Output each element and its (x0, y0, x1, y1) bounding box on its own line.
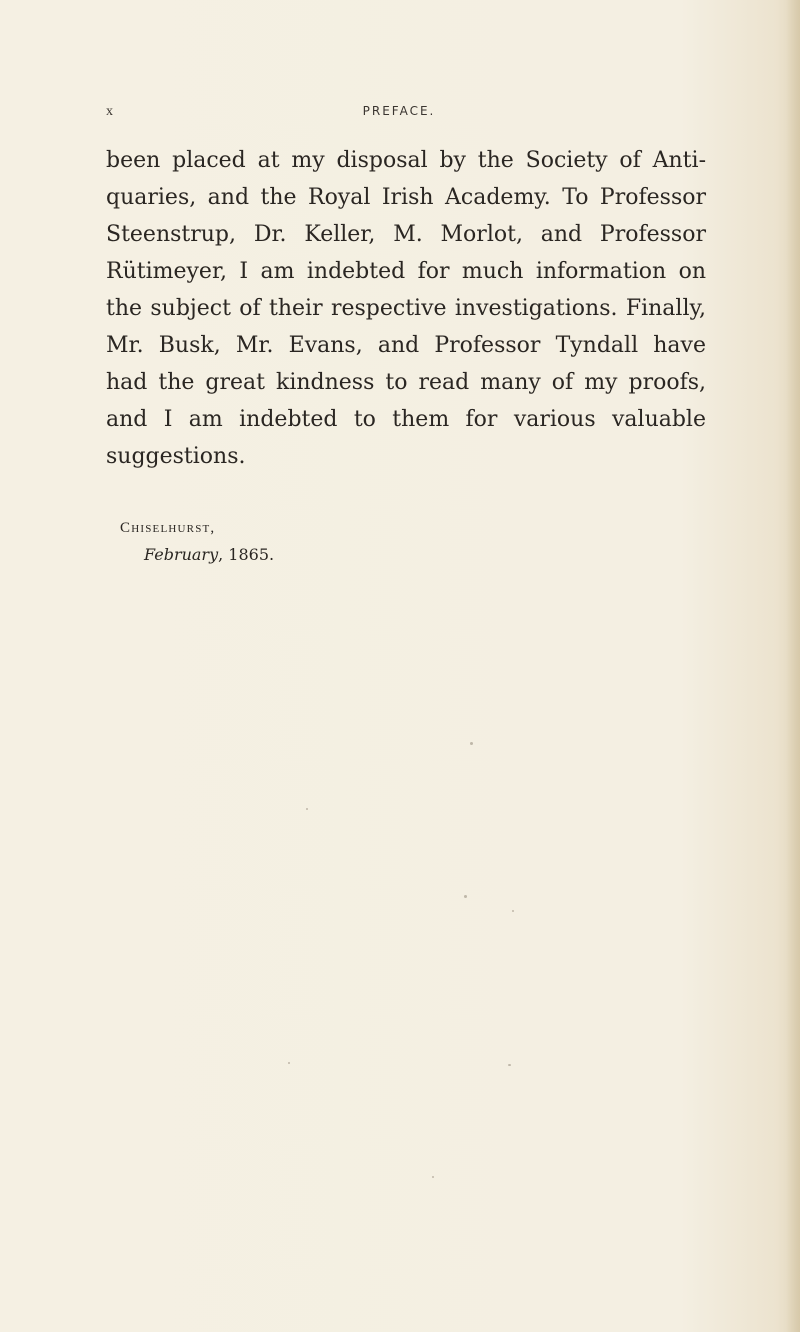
page-number: x (106, 104, 115, 119)
paper-speck (470, 742, 473, 745)
paper-speck (288, 1062, 290, 1064)
text-line: been placed at my disposal by the Society of Anti- (106, 148, 706, 173)
signature-month: February (144, 545, 219, 564)
running-head-title: PREFACE. (362, 104, 436, 118)
text-line: and I am indebted to them for various valuable (106, 407, 706, 432)
preface-paragraph (106, 142, 706, 475)
text-line: suggestions. (106, 444, 246, 469)
text-line: Rütimeyer, I am indebted for much information on (106, 259, 706, 284)
paper-speck (464, 895, 467, 898)
paper-speck (306, 808, 308, 810)
running-head (106, 104, 692, 124)
text-line: had the great kindness to read many of my proofs, (106, 370, 706, 395)
signature-place: Chiselhurst, (120, 520, 216, 536)
paper-speck (512, 910, 514, 912)
signature-year: , 1865. (218, 545, 275, 564)
paper-speck (508, 1064, 511, 1066)
signature-block (120, 514, 520, 568)
text-line: Steenstrup, Dr. Keller, M. Morlot, and Professor (106, 222, 706, 247)
text-line: the subject of their respective investigations. Finally, (106, 296, 706, 321)
text-line: quaries, and the Royal Irish Academy. To Professor (106, 185, 706, 210)
text-line: Mr. Busk, Mr. Evans, and Professor Tyndall have (106, 333, 706, 358)
page-edge-shadow (786, 0, 800, 1332)
paper-speck (432, 1176, 434, 1178)
signature-date (120, 542, 520, 568)
